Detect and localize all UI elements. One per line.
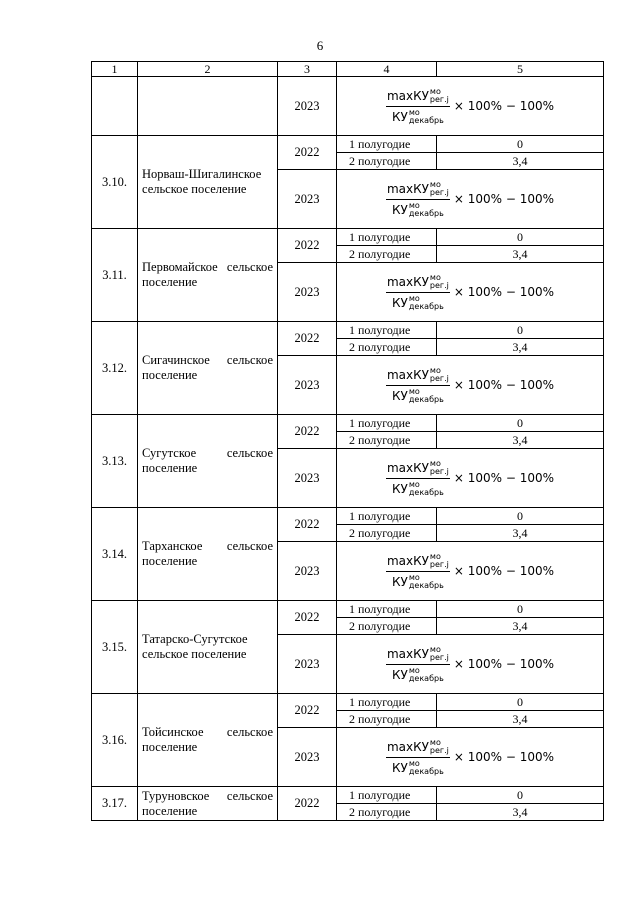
year-cell: 2023 (278, 77, 337, 136)
value-cell: 0 (437, 322, 604, 339)
year-cell: 2022 (278, 415, 337, 449)
column-header: 1 (92, 62, 138, 77)
value-cell: 0 (437, 136, 604, 153)
half-year-label: 1 полугодие (337, 601, 437, 618)
half-year-label: 2 полугодие (337, 804, 437, 821)
settlement-name: Норваш-Шигалинское сельское поселение (138, 136, 278, 229)
half-year-label: 2 полугодие (337, 339, 437, 356)
column-header: 4 (337, 62, 437, 77)
formula-cell (337, 263, 604, 322)
settlement-row (92, 601, 604, 618)
formula-cell (337, 728, 604, 787)
value-cell: 0 (437, 601, 604, 618)
page-number: 6 (316, 38, 324, 53)
formula: maxКУ мо рег.j КУ мо декабрь × 100% − 100% (386, 273, 555, 311)
half-year-label: 1 полугодие (337, 508, 437, 525)
half-year-label: 2 полугодие (337, 432, 437, 449)
year-cell: 2022 (278, 601, 337, 635)
row-number (92, 77, 138, 136)
year-cell: 2022 (278, 787, 337, 821)
row-number: 3.13. (92, 415, 138, 508)
formula: maxКУ мо рег.j КУ мо декабрь × 100% − 100% (386, 366, 555, 404)
half-year-label: 1 полугодие (337, 322, 437, 339)
formula-cell (337, 356, 604, 415)
settlement-row (92, 415, 604, 432)
year-cell: 2023 (278, 635, 337, 694)
half-year-label: 2 полугодие (337, 525, 437, 542)
value-cell: 3,4 (437, 618, 604, 635)
value-cell: 0 (437, 229, 604, 246)
row-number: 3.17. (92, 787, 138, 821)
value-cell: 3,4 (437, 525, 604, 542)
formula-cell (337, 635, 604, 694)
settlement-row (92, 508, 604, 525)
settlement-name: Тарханское сельское поселение (138, 508, 278, 601)
value-cell: 3,4 (437, 246, 604, 263)
value-cell: 3,4 (437, 711, 604, 728)
settlement-name: Туруновское сельское поселение (138, 787, 278, 821)
formula: maxКУ мо рег.j КУ мо декабрь × 100% − 100% (386, 180, 555, 218)
settlement-name: Сугутское сельское поселение (138, 415, 278, 508)
value-cell: 3,4 (437, 153, 604, 170)
half-year-label: 1 полугодие (337, 136, 437, 153)
value-cell: 0 (437, 508, 604, 525)
year-cell: 2023 (278, 356, 337, 415)
settlement-name: Тойсинское сельское поселение (138, 694, 278, 787)
column-header: 2 (138, 62, 278, 77)
formula-cell (337, 449, 604, 508)
year-cell: 2023 (278, 449, 337, 508)
row-number: 3.10. (92, 136, 138, 229)
half-year-label: 1 полугодие (337, 415, 437, 432)
formula: maxКУ мо рег.j КУ мо декабрь × 100% − 100% (386, 87, 555, 125)
formula: maxКУ мо рег.j КУ мо декабрь × 100% − 100% (386, 459, 555, 497)
settlement-name: Сигачинское сельское поселение (138, 322, 278, 415)
value-cell: 3,4 (437, 339, 604, 356)
settlement-row (92, 229, 604, 246)
settlement-name (138, 77, 278, 136)
year-cell: 2023 (278, 263, 337, 322)
year-cell: 2022 (278, 322, 337, 356)
half-year-label: 1 полугодие (337, 229, 437, 246)
settlement-row (92, 136, 604, 153)
half-year-label: 2 полугодие (337, 153, 437, 170)
year-cell: 2023 (278, 728, 337, 787)
half-year-label: 2 полугодие (337, 711, 437, 728)
row-number: 3.15. (92, 601, 138, 694)
column-header: 3 (278, 62, 337, 77)
settlement-row (92, 694, 604, 711)
year-cell: 2023 (278, 542, 337, 601)
row-number: 3.12. (92, 322, 138, 415)
column-header: 5 (437, 62, 604, 77)
value-cell: 0 (437, 694, 604, 711)
value-cell: 3,4 (437, 432, 604, 449)
continuation-row (92, 77, 604, 136)
formula: maxКУ мо рег.j КУ мо декабрь × 100% − 100% (386, 552, 555, 590)
half-year-label: 2 полугодие (337, 618, 437, 635)
row-number: 3.14. (92, 508, 138, 601)
year-cell: 2022 (278, 508, 337, 542)
column-header-row (92, 62, 604, 77)
value-cell: 0 (437, 415, 604, 432)
value-cell: 3,4 (437, 804, 604, 821)
row-number: 3.16. (92, 694, 138, 787)
settlement-name: Первомайское сельское поселение (138, 229, 278, 322)
half-year-label: 1 полугодие (337, 787, 437, 804)
settlement-row (92, 322, 604, 339)
value-cell: 0 (437, 787, 604, 804)
row-number: 3.11. (92, 229, 138, 322)
settlement-row (92, 787, 604, 804)
year-cell: 2023 (278, 170, 337, 229)
half-year-label: 1 полугодие (337, 694, 437, 711)
formula: maxКУ мо рег.j КУ мо декабрь × 100% − 100% (386, 645, 555, 683)
settlement-name: Татарско-Сугутское сельское поселение (138, 601, 278, 694)
year-cell: 2022 (278, 136, 337, 170)
formula-cell (337, 542, 604, 601)
year-cell: 2022 (278, 694, 337, 728)
half-year-label: 2 полугодие (337, 246, 437, 263)
formula: maxКУ мо рег.j КУ мо декабрь × 100% − 100% (386, 738, 555, 776)
settlements-table (91, 61, 604, 821)
formula-cell (337, 77, 604, 136)
year-cell: 2022 (278, 229, 337, 263)
formula-cell (337, 170, 604, 229)
